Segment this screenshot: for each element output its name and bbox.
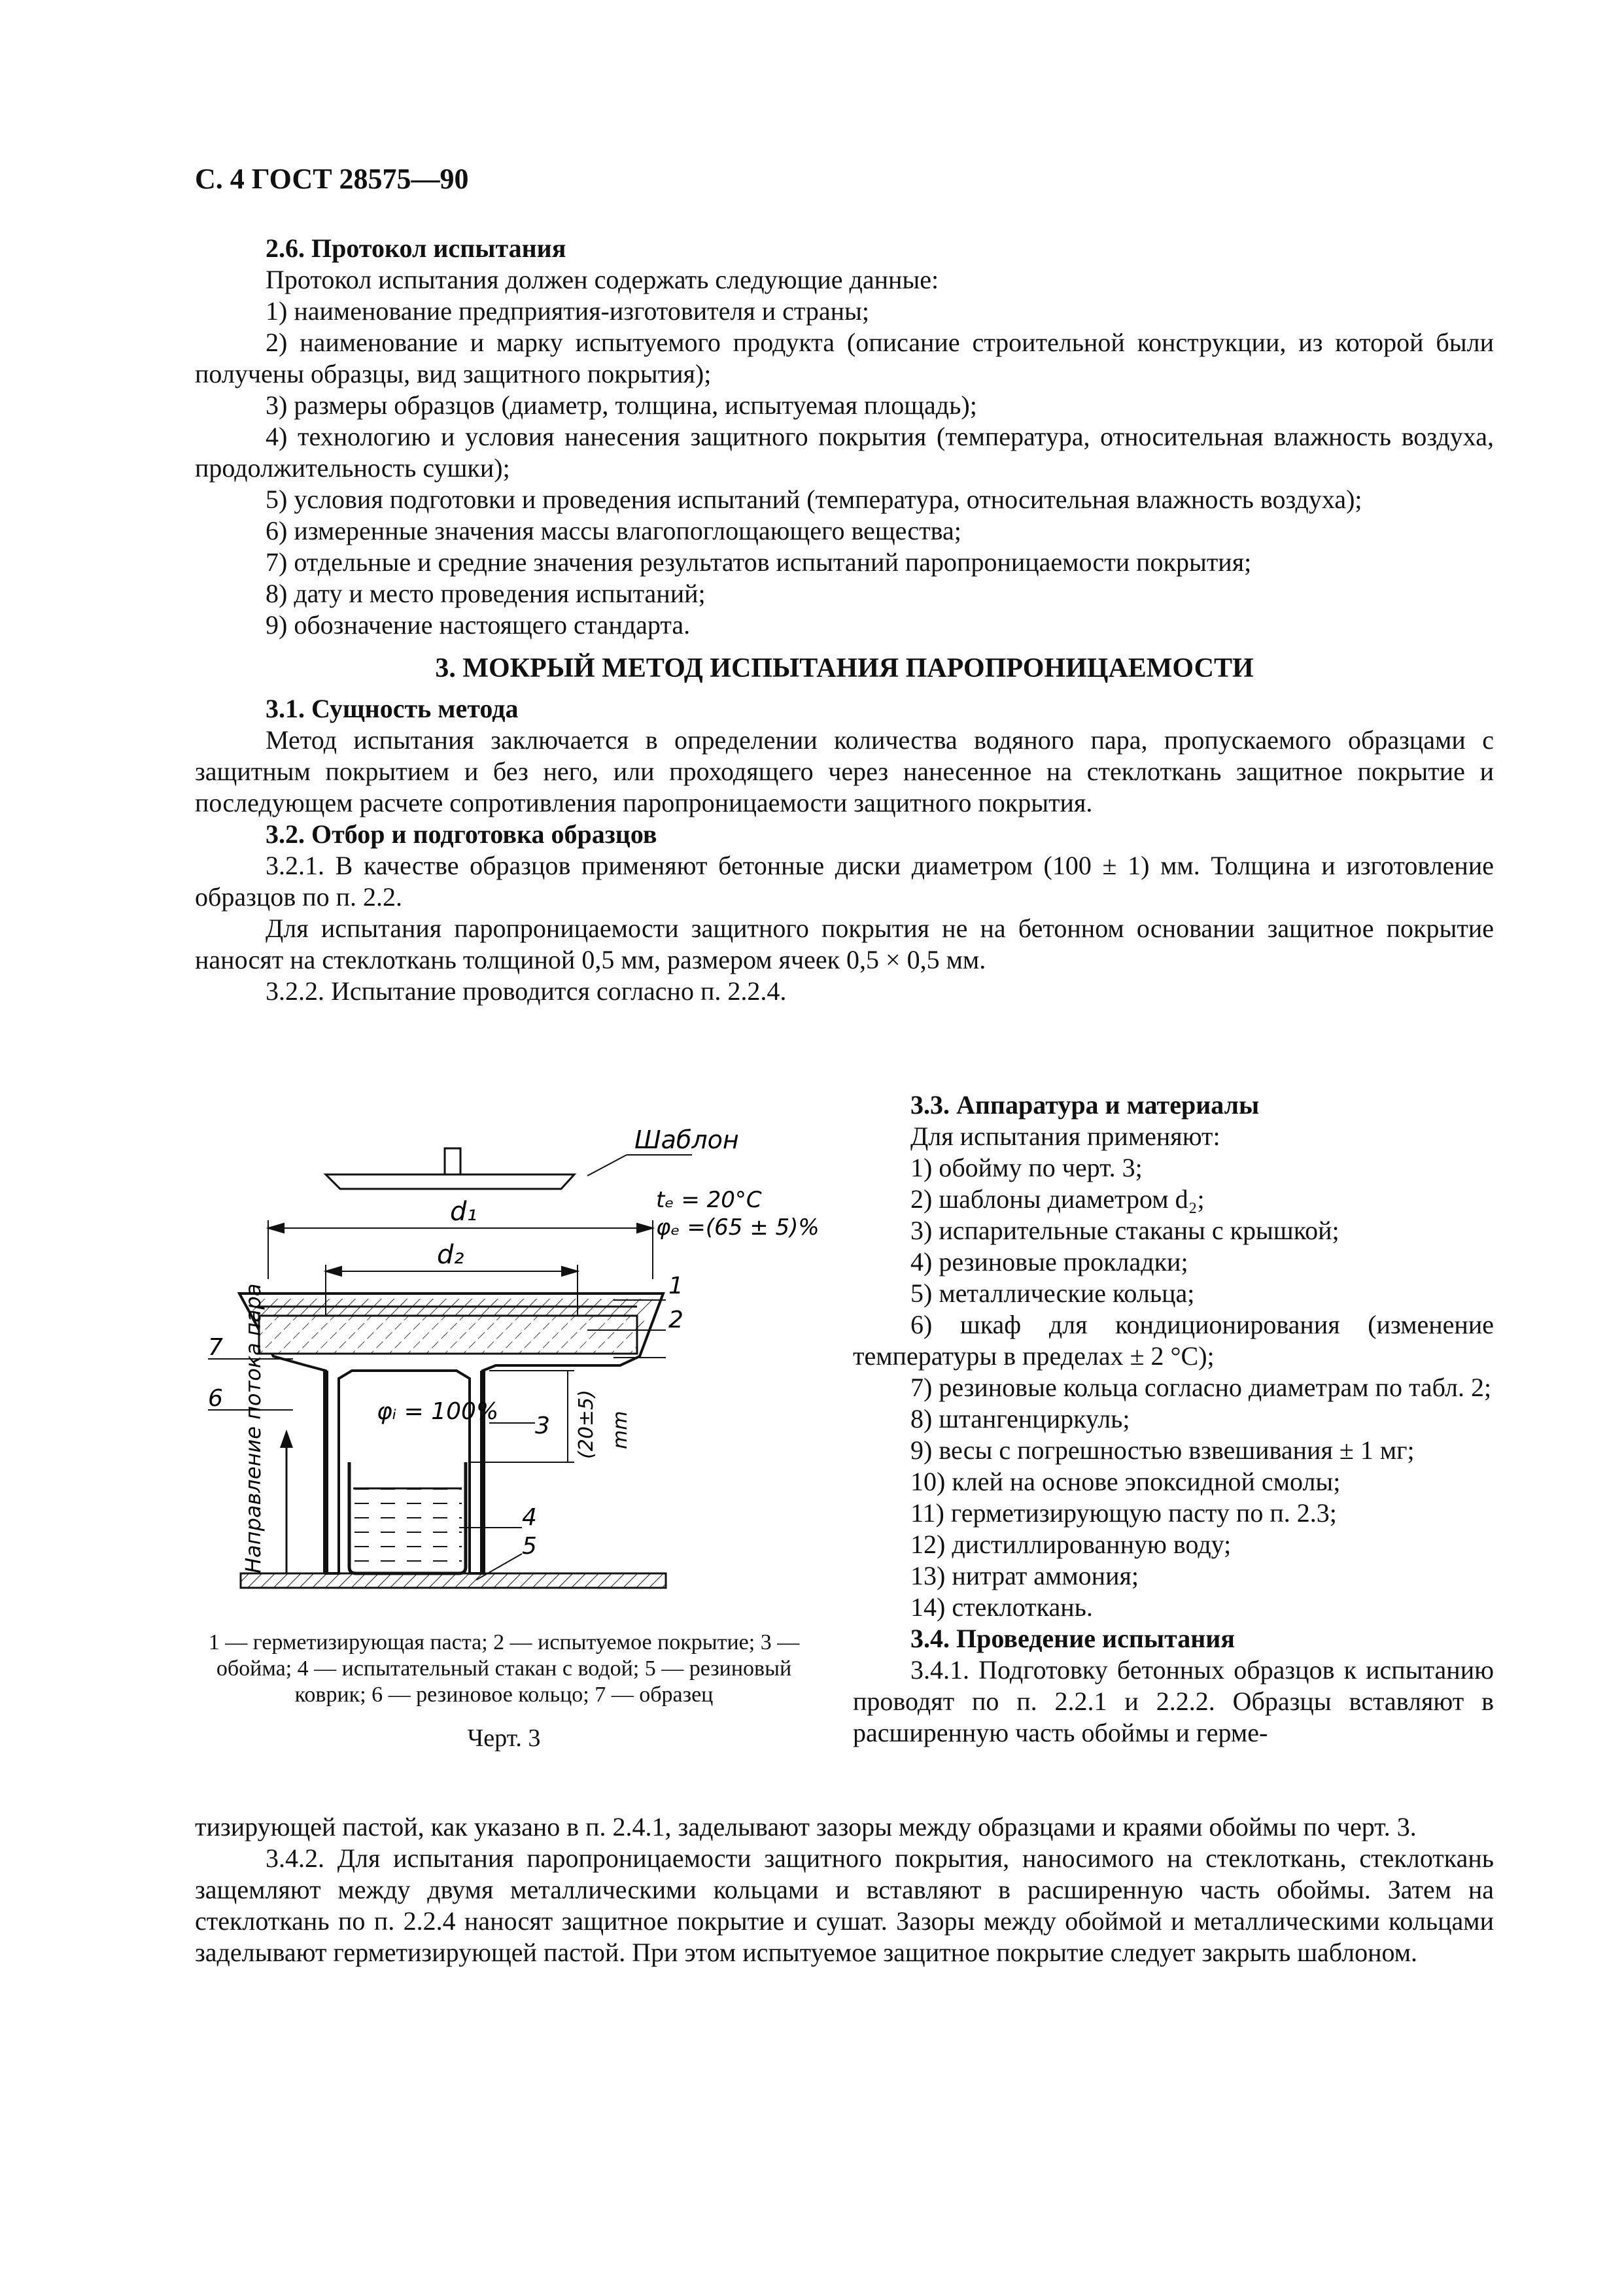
paragraph: Для испытания паропроницаемости защитного покрытия не на бетонном основании защитное покрытие наносят на стеклоткань толщиной 0,5 мм, размером ячеек 0,5 × 0,5 мм. — [195, 914, 1494, 974]
label-phii: φᵢ = 100% — [377, 1398, 499, 1425]
paragraph: Для испытания применяют: — [910, 1122, 1220, 1151]
list-item: 5) условия подготовки и проведения испытаний (температура, относительная влажность воздуха); — [266, 485, 1362, 514]
list-item: 10) клей на основе эпоксидной смолы; — [910, 1467, 1341, 1496]
paragraph: Метод испытания заключается в определении количества водяного пара, пропускаемого образцами с защитным покрытием и без него, или проходящего через нанесенное на стеклоткань защитное покрытие и последующем расчете сопротивления паропроницаемости защитного покрытия. — [195, 725, 1494, 817]
list-item: 11) герметизирующую пасту по п. 2.3; — [910, 1498, 1337, 1528]
list-item: 2) шаблоны диаметром d₂; — [910, 1184, 1205, 1214]
section-title: 2.6. Протокол испытания — [266, 233, 566, 263]
list-item: 4) резиновые прокладки; — [910, 1247, 1188, 1277]
section-title: 3.2. Отбор и подготовка образцов — [266, 819, 657, 849]
label-2: 2 — [668, 1307, 683, 1333]
rubber-mat — [241, 1573, 666, 1588]
list-item: 7) отдельные и средние значения результатов испытаний паропроницаемости покрытия; — [266, 547, 1252, 577]
list-item: 13) нитрат аммония; — [910, 1561, 1139, 1590]
list-item: 9) весы с погрешностью взвешивания ± 1 мг; — [910, 1435, 1415, 1465]
paragraph: 3.2.2. Испытание проводится согласно п. 2.2.4. — [266, 976, 787, 1006]
list-item: 5) металлические кольца; — [910, 1278, 1195, 1308]
test-beaker — [349, 1462, 466, 1573]
label-d2: d₂ — [437, 1240, 464, 1270]
list-item: 8) дату и место проведения испытаний; — [266, 579, 706, 608]
list-item: 9) обозначение настоящего стандарта. — [266, 610, 691, 640]
list-item: 12) дистиллированную воду; — [910, 1530, 1232, 1559]
list-item: 4) технологию и условия нанесения защитного покрытия (температура, относительная влажность воздуха, продолжительность сушки); — [195, 422, 1494, 483]
figure-caption: 1 — герметизирующая паста; 2 — испытуемое покрытие; 3 — обойма; 4 — испытательный стакан с водой; 5 — резиновый коврик; 6 — резиновое кольцо; 7 — образец — [208, 1630, 800, 1707]
label-dim: (20±5) — [575, 1390, 598, 1459]
list-item: 2) наименование и марку испытуемого продукта (описание строительной конструкции, из которой были получены образцы, вид защитного покрытия); — [195, 328, 1494, 388]
label-5: 5 — [522, 1533, 537, 1560]
paragraph: Протокол испытания должен содержать следующие данные: — [266, 265, 939, 294]
label-4: 4 — [522, 1504, 537, 1531]
label-7: 7 — [208, 1334, 223, 1361]
section-3-4-continued — [195, 1811, 1494, 1968]
list-item: 14) стеклоткань. — [910, 1592, 1093, 1622]
section-3-3 — [853, 1089, 1494, 1749]
list-item: 1) наименование предприятия-изготовителя и страны; — [266, 296, 870, 326]
figure-number: Черт. 3 — [467, 1724, 541, 1752]
section-title: 3.1. Сущность метода — [266, 694, 519, 723]
list-item: 6) шкаф для кондиционирования (изменение температуры в пределах ± 2 °С); — [853, 1310, 1494, 1371]
template-plate — [326, 1148, 692, 1189]
section-title: 3.3. Аппаратура и материалы — [910, 1090, 1260, 1120]
label-1: 1 — [668, 1273, 683, 1299]
label-template: Шаблон — [634, 1125, 739, 1154]
paragraph: 3.2.1. В качестве образцов применяют бетонные диски диаметром (100 ± 1) мм. Толщина и изготовление образцов по п. 2.2. — [195, 851, 1494, 912]
page-header: С. 4 ГОСТ 28575—90 — [195, 163, 469, 195]
list-item: 6) измеренные значения массы влагопоглощающего вещества; — [266, 516, 961, 545]
label-te: tₑ = 20°C — [656, 1187, 762, 1213]
label-flow: Направление потока пара — [241, 1283, 266, 1573]
list-item: 1) обойму по черт. 3; — [910, 1153, 1143, 1182]
section-2-6 — [195, 233, 1494, 1007]
section-heading: 3. МОКРЫЙ МЕТОД ИСПЫТАНИЯ ПАРОПРОНИЦАЕМОСТИ — [435, 653, 1254, 683]
label-6: 6 — [208, 1385, 223, 1412]
list-item: 8) штангенциркуль; — [910, 1404, 1130, 1433]
list-item: 7) резиновые кольца согласно диаметрам по табл. 2; — [910, 1373, 1492, 1402]
list-item: 3) размеры образцов (диаметр, толщина, испытуемая площадь); — [266, 390, 977, 420]
label-mm: mm — [609, 1411, 632, 1449]
vapor-flow-arrow — [280, 1430, 293, 1573]
section-title: 3.4. Проведение испытания — [910, 1624, 1235, 1653]
paragraph: тизирующей пастой, как указано в п. 2.4.1, заделывают зазоры между образцами и краями обоймы по черт. 3. — [195, 1812, 1417, 1842]
label-d1: d₁ — [450, 1197, 477, 1227]
paragraph: 3.4.1. Подготовку бетонных образцов к испытанию проводят по п. 2.2.1 и 2.2.2. Образцы вставляют в расширенную часть обоймы и герме- — [853, 1655, 1494, 1747]
label-phie: φₑ =(65 ± 5)% — [656, 1214, 820, 1241]
list-item: 3) испарительные стаканы с крышкой; — [910, 1216, 1339, 1245]
paragraph: 3.4.2. Для испытания паропроницаемости защитного покрытия, наносимого на стеклоткань, стеклоткань защемляют между двумя металлическими кольцами и вставляют в расширенную часть обоймы. Затем на стеклоткань по п. 2.2.4 наносят защитное покрытие и сушат. Зазоры между обоймой и металлическими кольцами заделывают герметизирующей пастой. При этом испытуемое защитное покрытие следует закрыть шаблоном. — [195, 1843, 1494, 1967]
label-3: 3 — [535, 1413, 550, 1439]
